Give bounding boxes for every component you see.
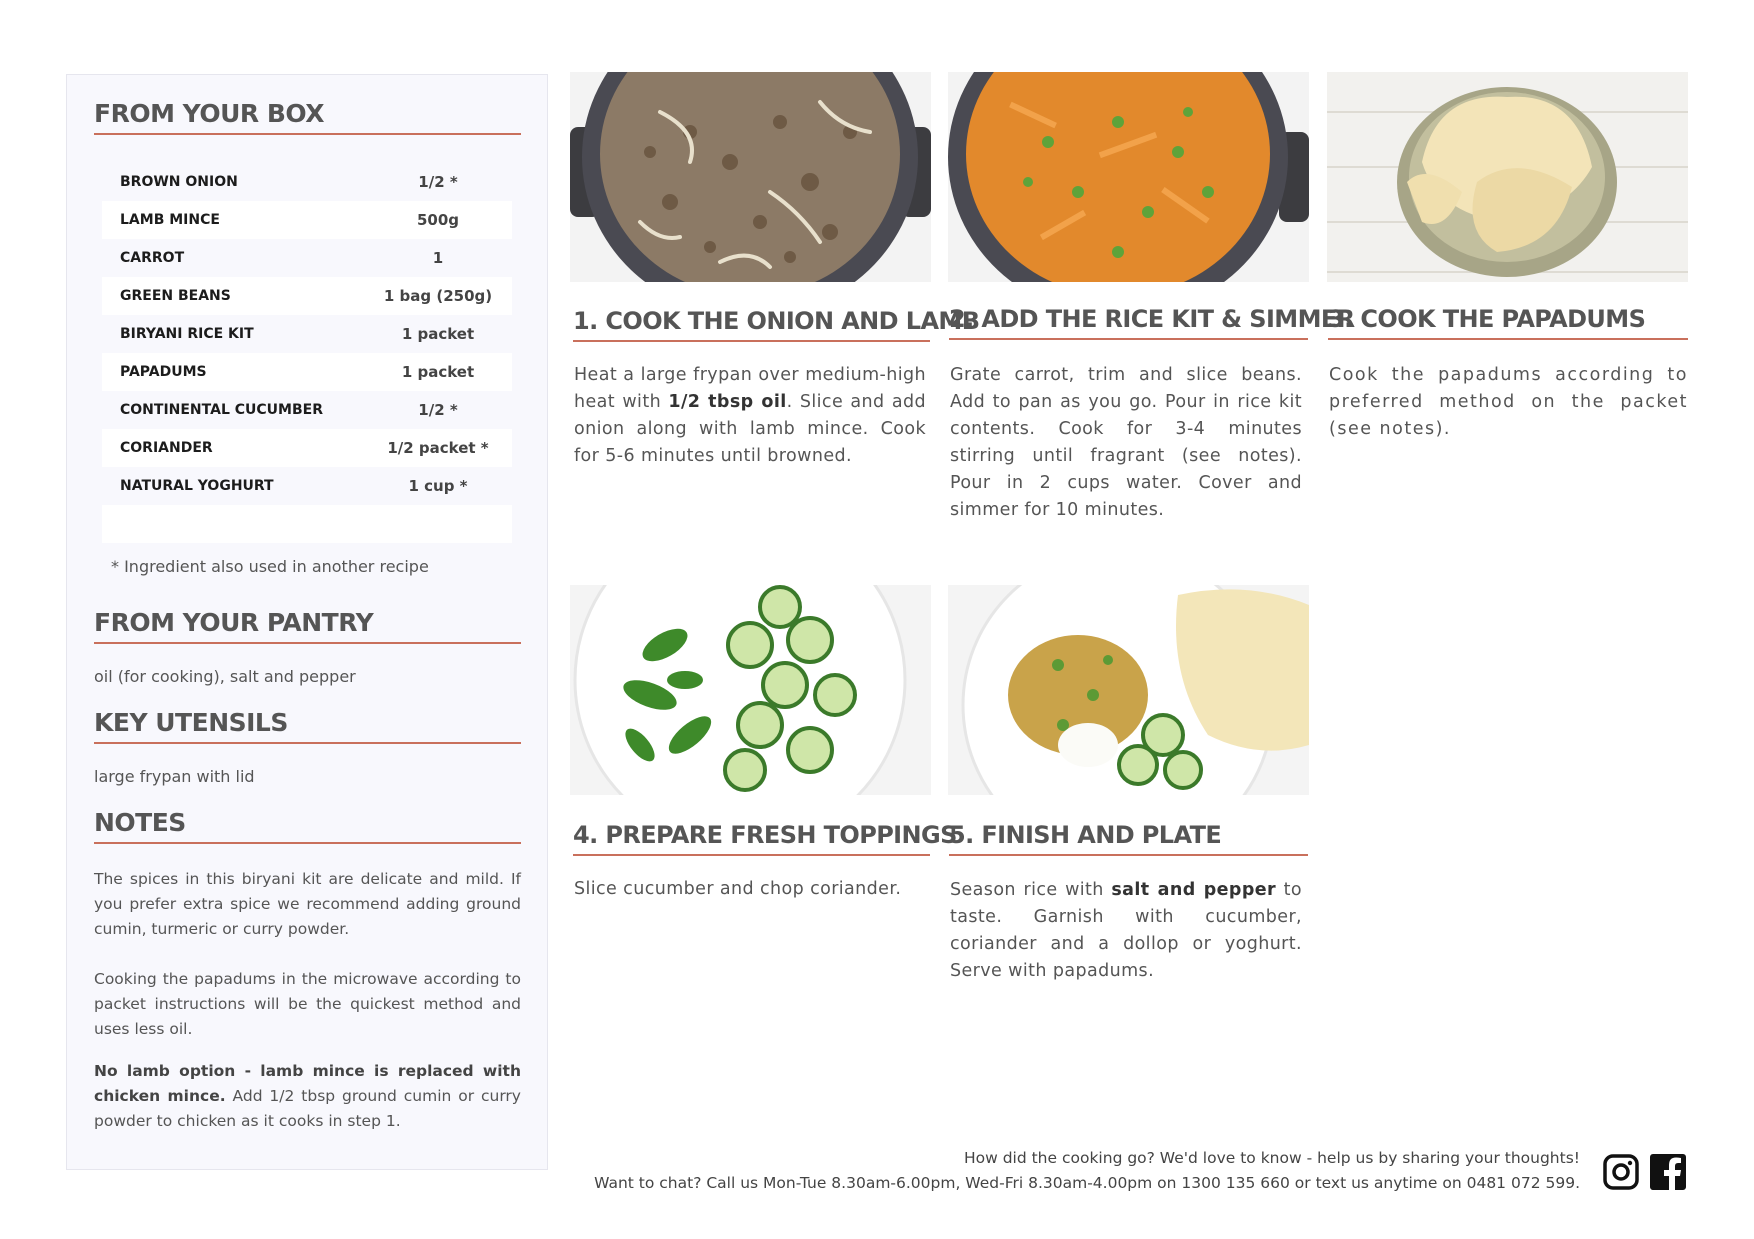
- ingredient-qty: 1 bag (250g): [383, 287, 493, 305]
- table-row: [102, 391, 512, 429]
- ingredient-name: CARROT: [120, 250, 185, 266]
- step-5-text-part: Season rice with: [950, 880, 1112, 900]
- ingredients-table: [102, 163, 512, 543]
- ingredient-qty: 1: [432, 249, 444, 267]
- step-3-title: 3. COOK THE PAPADUMS: [1328, 304, 1688, 340]
- step-5-photo: [948, 585, 1309, 795]
- ingredient-name: LAMB MINCE: [120, 212, 220, 228]
- utensils-text: large frypan with lid: [94, 767, 255, 786]
- step-4-photo: [570, 585, 931, 795]
- ingredient-name: BIRYANI RICE KIT: [120, 326, 254, 342]
- ingredient-name: CORIANDER: [120, 440, 213, 456]
- step-5-text-bold: salt and pepper: [1111, 880, 1277, 900]
- table-row: [102, 201, 512, 239]
- step-5-text-part: to taste. Garnish with cucumber, coriander and a dollop or yoghurt. Serve with papadums.: [950, 880, 1302, 981]
- ingredient-qty: 1 packet: [401, 325, 475, 343]
- ingredient-name: GREEN BEANS: [120, 288, 231, 304]
- step-1-title: 1. COOK THE ONION AND LAMB: [573, 306, 930, 342]
- ingredient-name: BROWN ONION: [120, 174, 238, 190]
- note-spice: The spices in this biryani kit are delicate and mild. If you prefer extra spice we recommend adding ground cumin, turmeric or curry powder.: [94, 870, 521, 938]
- step-1-photo: [570, 72, 931, 282]
- pantry-text: oil (for cooking), salt and pepper: [94, 667, 356, 686]
- table-row: [102, 353, 512, 391]
- step-2-text: Grate carrot, trim and slice beans. Add to pan as you go. Pour in rice kit contents. Cook for 3-4 minutes stirring until fragrant (see notes). Pour in 2 cups water. Cover and simmer for 10 minutes.: [950, 365, 1302, 520]
- table-row: [102, 239, 512, 277]
- step-1-text: [574, 362, 926, 470]
- step-1-text-bold: 1/2 tbsp oil: [668, 392, 787, 412]
- from-your-pantry-heading: FROM YOUR PANTRY: [94, 608, 521, 644]
- step-1-text-part: . Slice and add onion along with lamb mince. Cook for 5-6 minutes until browned.: [574, 392, 926, 466]
- footer-feedback-text: How did the cooking go? We'd love to know - help us by sharing your thoughts!: [963, 1149, 1580, 1167]
- note-no-lamb: [94, 1059, 521, 1134]
- step-2-title: 2. ADD THE RICE KIT & SIMMER: [949, 304, 1308, 340]
- step-4-text: Slice cucumber and chop coriander.: [574, 879, 902, 899]
- ingredient-qty: 1/2 *: [418, 173, 458, 191]
- step-5-title: 5. FINISH AND PLATE: [949, 820, 1308, 856]
- ingredient-name: CONTINENTAL CUCUMBER: [120, 402, 323, 418]
- table-row: [102, 467, 512, 505]
- footer-contact-text: Want to chat? Call us Mon-Tue 8.30am-6.00pm, Wed-Fri 8.30am-4.00pm on 1300 135 660 or text us anytime on 0481 072 599.: [594, 1174, 1580, 1192]
- ingredient-qty: 500g: [416, 211, 460, 229]
- ingredient-qty: 1/2 packet *: [387, 439, 489, 457]
- facebook-icon[interactable]: [1650, 1154, 1686, 1190]
- ingredient-name: PAPADUMS: [120, 364, 207, 380]
- note-papadums: Cooking the papadums in the microwave according to packet instructions will be the quickest method and uses less oil.: [94, 970, 521, 1038]
- note-no-lamb-bold: No lamb option - lamb mince is replaced with chicken mince.: [94, 1062, 521, 1105]
- ingredient-qty: 1 packet: [401, 363, 475, 381]
- table-row: [102, 277, 512, 315]
- from-your-box-heading: FROM YOUR BOX: [94, 99, 521, 135]
- step-2-photo: [948, 72, 1309, 282]
- step-5-text: [950, 877, 1302, 985]
- ingredient-qty: 1 cup *: [408, 477, 468, 495]
- step-1-text-part: Heat a large frypan over medium-high heat with: [574, 365, 926, 412]
- instagram-icon[interactable]: [1603, 1154, 1639, 1190]
- table-row: [102, 429, 512, 467]
- ingredients-panel: [66, 74, 548, 1170]
- ingredient-qty: 1/2 *: [418, 401, 458, 419]
- table-row: [102, 163, 512, 201]
- table-row: [102, 315, 512, 353]
- step-3-text: Cook the papadums according to preferred method on the packet (see notes).: [1329, 365, 1688, 439]
- note-no-lamb-rest: Add 1/2 tbsp ground cumin or curry powder to chicken as it cooks in step 1.: [94, 1087, 521, 1130]
- ingredient-footnote: * Ingredient also used in another recipe: [111, 557, 429, 576]
- key-utensils-heading: KEY UTENSILS: [94, 708, 521, 744]
- notes-heading: NOTES: [94, 808, 521, 844]
- table-row-empty: [102, 505, 512, 543]
- step-3-photo: [1327, 72, 1688, 282]
- step-4-title: 4. PREPARE FRESH TOPPINGS: [573, 820, 930, 856]
- ingredient-name: NATURAL YOGHURT: [120, 478, 274, 494]
